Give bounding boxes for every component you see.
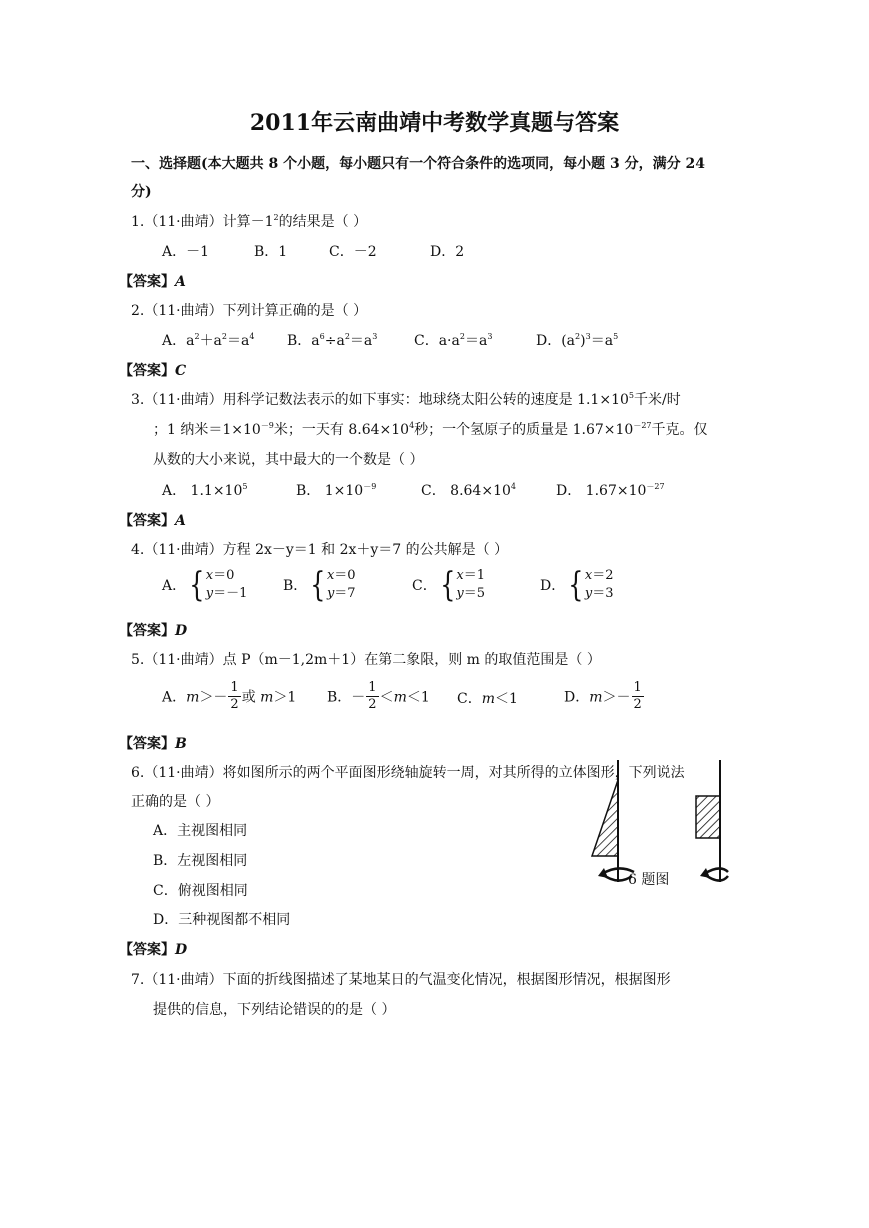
- q1-option-b: B．1: [254, 244, 288, 260]
- q1-option-d: D．2: [430, 244, 465, 260]
- rotation-arrow-icon: [700, 868, 728, 881]
- section-heading: 一、选择题(本大题共 8 个小题，每小题只有一个符合条件的选项同，每小题 3 分，满分 24: [131, 156, 705, 172]
- q4-option-a: A． { x＝0 y＝－1: [162, 565, 248, 605]
- q6-answer: 【答案】D: [119, 942, 188, 958]
- q4-option-d: D． { x＝2 y＝3: [540, 565, 614, 605]
- q4-option-c: C． { x＝1 y＝5: [412, 565, 485, 605]
- q2-option-c: C．$a\cdot a^2=a^3$: [414, 332, 493, 349]
- q6-option-d: D．三种视图都不相同: [153, 912, 291, 928]
- q6-option-c: C．俯视图相同: [153, 883, 248, 899]
- question-3: 3.（11·曲靖）用科学记数法表示的如下事实：地球绕太阳公转的速度是 $1.1\times 10^5$千米/时: [131, 391, 681, 408]
- q3-option-d: D． $1.67\times 10^{-27}$: [556, 482, 665, 499]
- question-5: 5.（11·曲靖）点 P（m－1,2m＋1）在第二象限，则 m 的取值范围是（ ）: [131, 652, 601, 668]
- q1-option-c: C．－2: [329, 244, 377, 260]
- q3-option-a: A． $1.1\times 10^5$: [162, 482, 248, 499]
- q3-option-b: B． $1\times 10^{-9}$: [296, 482, 377, 499]
- q2-option-a: A．$a^2+a^2=a^4$: [162, 332, 255, 349]
- q5-option-d: D．m＞－ $\frac{1}{2}$: [564, 680, 642, 712]
- question-6: 6.（11·曲靖）将如图所示的两个平面图形绕轴旋转一周，对其所得的立体图形，下列说法: [131, 765, 685, 781]
- q6-option-a: A．主视图相同: [153, 823, 248, 839]
- question-4: 4.（11·曲靖）方程 2x－y＝1 和 2x＋y＝7 的公共解是（ ）: [131, 542, 509, 558]
- question-7: 7.（11·曲靖）下面的折线图描述了某地某日的气温变化情况，根据图形情况，根据图形: [131, 972, 671, 988]
- question-3-line2: ；1 纳米$=1\times 10^{-9}$米；一天有 $8.64\times 10^4$秒；一个氢原子的质量是 $1.67\times 10^{-27}$千克。仅: [153, 421, 708, 438]
- q5-option-c: C．m＜1: [457, 691, 518, 707]
- q5-answer: 【答案】B: [119, 736, 187, 752]
- q3-option-c: C． $8.64\times 10^4$: [421, 482, 516, 499]
- q5-option-a: A．m＞－ $\frac{1}{2}$ 或 m＞1: [162, 680, 297, 712]
- page-title: 2011年云南曲靖中考数学真题与答案: [249, 110, 620, 136]
- q1-option-a: A．－1: [162, 244, 210, 260]
- q2-option-b: B．$a^6\div a^2=a^3$: [287, 332, 378, 349]
- question-7-line2: 提供的信息，下列结论错误的的是（ ）: [153, 1002, 396, 1018]
- q4-answer: 【答案】D: [119, 623, 188, 639]
- square-shape: [696, 760, 720, 882]
- question-1: 1.（11·曲靖）计算$-1^2$的结果是（ ）: [131, 213, 368, 230]
- question-6-line2: 正确的是（ ）: [131, 794, 220, 810]
- q3-answer: 【答案】A: [119, 513, 186, 529]
- q4-option-b: B． { x＝0 y＝7: [283, 565, 356, 605]
- q5-option-b: B．－ $\frac{1}{2}$ ＜m＜1: [327, 680, 430, 712]
- q6-option-b: B．左视图相同: [153, 853, 248, 869]
- triangle-shape: [592, 760, 618, 882]
- question-3-line3: 从数的大小来说，其中最大的一个数是（ ）: [153, 452, 424, 468]
- q1-answer: 【答案】A: [119, 274, 186, 290]
- q2-option-d: D．$(a^2)^3=a^5$: [536, 332, 619, 349]
- q2-answer: 【答案】C: [119, 363, 187, 379]
- figure-caption: 6 题图: [628, 872, 670, 888]
- section-heading-cont: 分): [131, 184, 152, 200]
- question-2: 2.（11·曲靖）下列计算正确的是（ ）: [131, 303, 368, 319]
